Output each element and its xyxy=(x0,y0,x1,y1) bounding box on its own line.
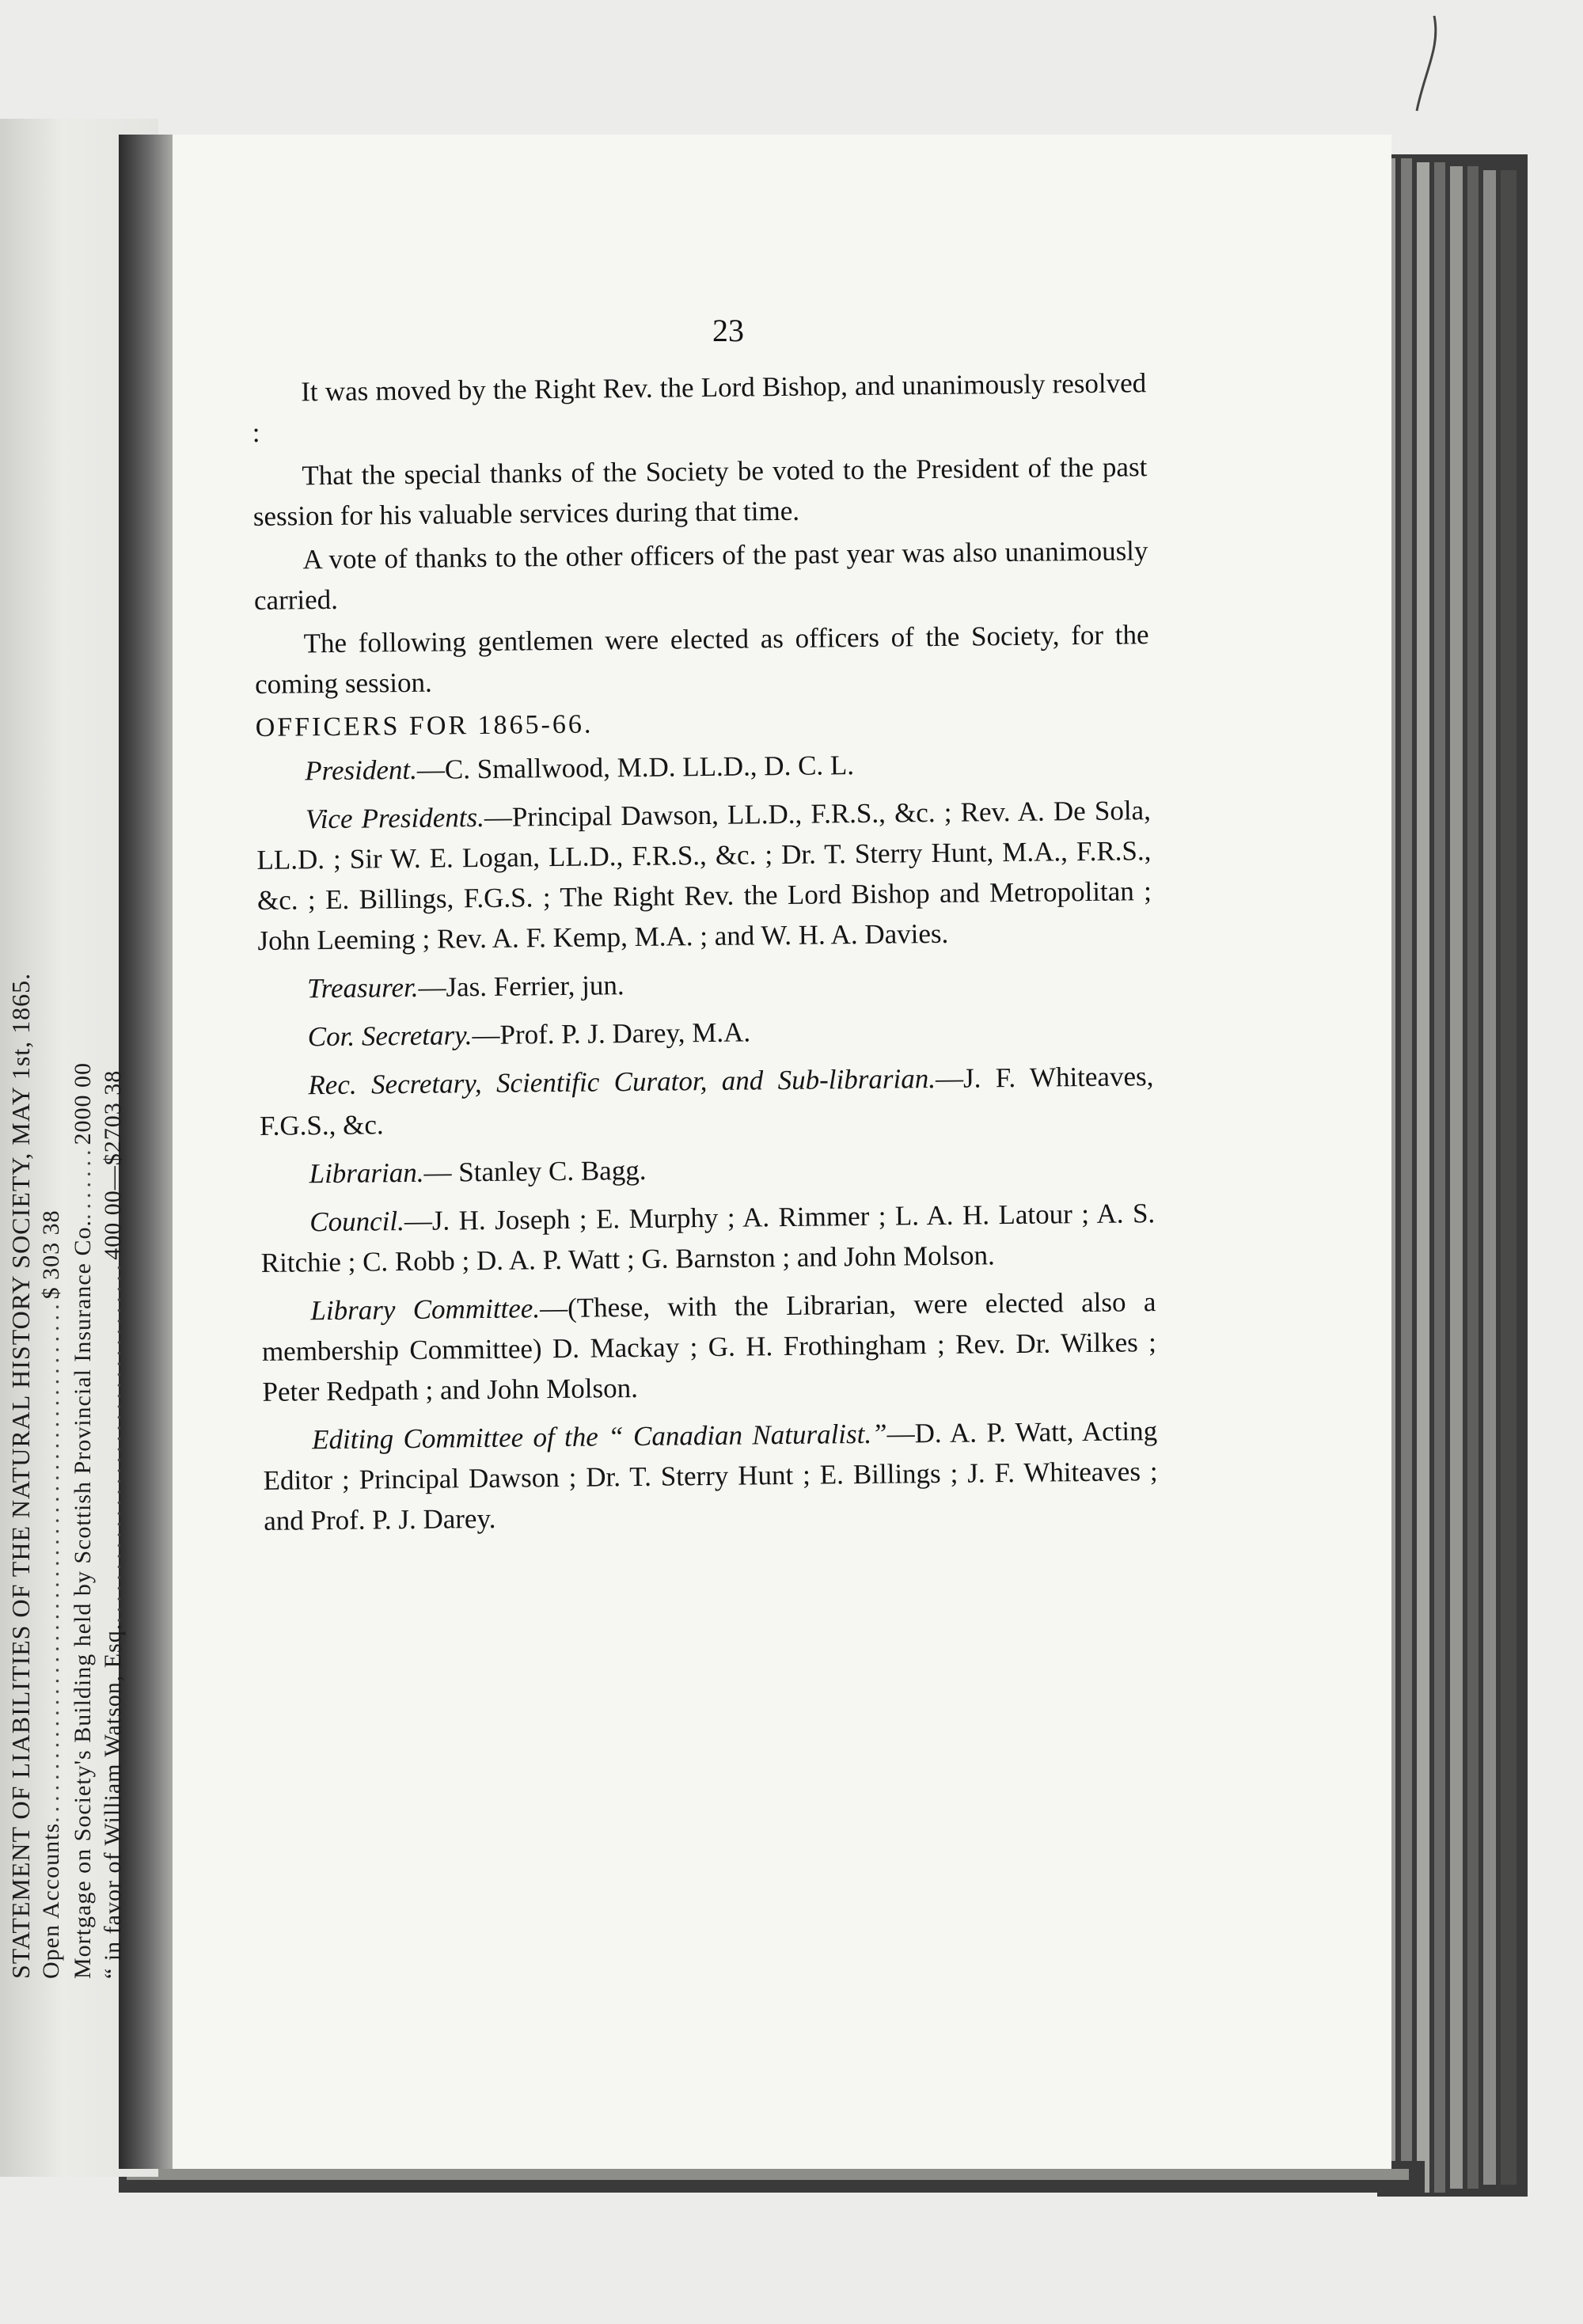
officer-editing-committee xyxy=(263,1411,1159,1541)
officer-names: —Principal Dawson, LL.D., F.R.S., &c. ; Rev. A. De Sola, LL.D. ; Sir W. E. Logan, LL.D., F.R.S., &c. ; Dr. T. Sterry Hunt, M.A., F.R.S., &c. ; E. Billings, F.G.S. ; The Right Rev. the Lord Bishop and Metropolitan ; John Leeming ; Rev. A. F. Kemp, M.A. ; and W. H. A. Davies. xyxy=(256,795,1152,956)
officer-names: —J. F. Whiteaves, F.G.S., &c. xyxy=(259,1061,1154,1141)
paragraph-vote-officers: A vote of thanks to the other officers of the past year was also unanimously carried. xyxy=(253,535,1148,616)
officer-cor-secretary xyxy=(259,1008,1153,1058)
officer-names: —(These, with the Librarian, were elected also a membership Committee) D. Mackay ; G. H. Frothingham ; Rev. Dr. Wilkes ; Peter Redpath ; and John Molson. xyxy=(261,1286,1157,1407)
officer-names: —Jas. Ferrier, jun. xyxy=(418,970,624,1003)
officer-role: Editing Committee of the “ Canadian Naturalist.” xyxy=(311,1418,887,1456)
officer-names: — Stanley C. Bagg. xyxy=(423,1154,647,1188)
left-page-title: STATEMENT OF LIABILITIES OF THE NATURAL HISTORY SOCIETY, MAY 1st, 1865. xyxy=(6,972,35,1979)
paragraph-elected: The following gentlemen were elected as officers of the Society, for the coming session. xyxy=(254,619,1149,700)
officer-role: Vice Presidents. xyxy=(305,801,485,835)
officer-role: Rec. Secretary, Scientific Curator, and Sub-librarian. xyxy=(308,1063,936,1101)
officer-council xyxy=(260,1193,1156,1283)
page-number: 23 xyxy=(712,313,744,348)
officer-role: Treasurer. xyxy=(306,971,419,1004)
page-gutter-shadow xyxy=(119,135,178,2169)
officer-role: Librarian. xyxy=(309,1156,424,1190)
officer-role: Council. xyxy=(309,1206,405,1238)
paragraph-thanks-president: That the special thanks of the Society be voted to the President of the past session for his valuable services during that time. xyxy=(252,451,1148,532)
paragraph-motion: It was moved by the Right Rev. the Lord Bishop, and unanimously resolved : xyxy=(252,367,1147,448)
left-page-mortgage-watson: “ in favor of William Watson, Esq...................................400 00—$2703 38 xyxy=(100,1069,126,1979)
officer-treasurer xyxy=(258,959,1152,1009)
left-page-mortgage: Mortgage on Society's Building held by Scottish Provincial Insurance Co........2000 00 xyxy=(70,1062,96,1979)
officer-names: —J. H. Joseph ; E. Murphy ; A. Rimmer ; L. A. H. Latour ; A. S. Ritchie ; C. Robb ; D. A. P. Watt ; G. Barnston ; and John Molson. xyxy=(260,1198,1156,1278)
officer-rec-secretary xyxy=(259,1056,1154,1146)
officer-librarian xyxy=(260,1145,1154,1194)
officer-names: —C. Smallwood, M.D. LL.D., D. C. L. xyxy=(416,750,855,785)
officer-president xyxy=(256,742,1150,792)
left-page-open-accounts: Open Accounts.................................................$ 303 38 xyxy=(38,1209,64,1979)
officers-heading: OFFICERS FOR 1865-66. xyxy=(255,709,594,742)
officer-role: Library Committee. xyxy=(310,1293,541,1327)
officer-role: President. xyxy=(305,754,418,787)
officer-names: —Prof. P. J. Darey, M.A. xyxy=(472,1016,751,1051)
officer-names: —D. A. P. Watt, Acting Editor ; Principal Dawson ; Dr. T. Sterry Hunt ; E. Billings ; J. F. Whiteaves ; and Prof. P. J. Darey. xyxy=(263,1415,1158,1536)
officer-role: Cor. Secretary. xyxy=(307,1020,473,1053)
officer-vice-presidents xyxy=(256,790,1152,961)
page-body xyxy=(252,363,1159,1549)
officer-library-committee xyxy=(261,1282,1157,1412)
